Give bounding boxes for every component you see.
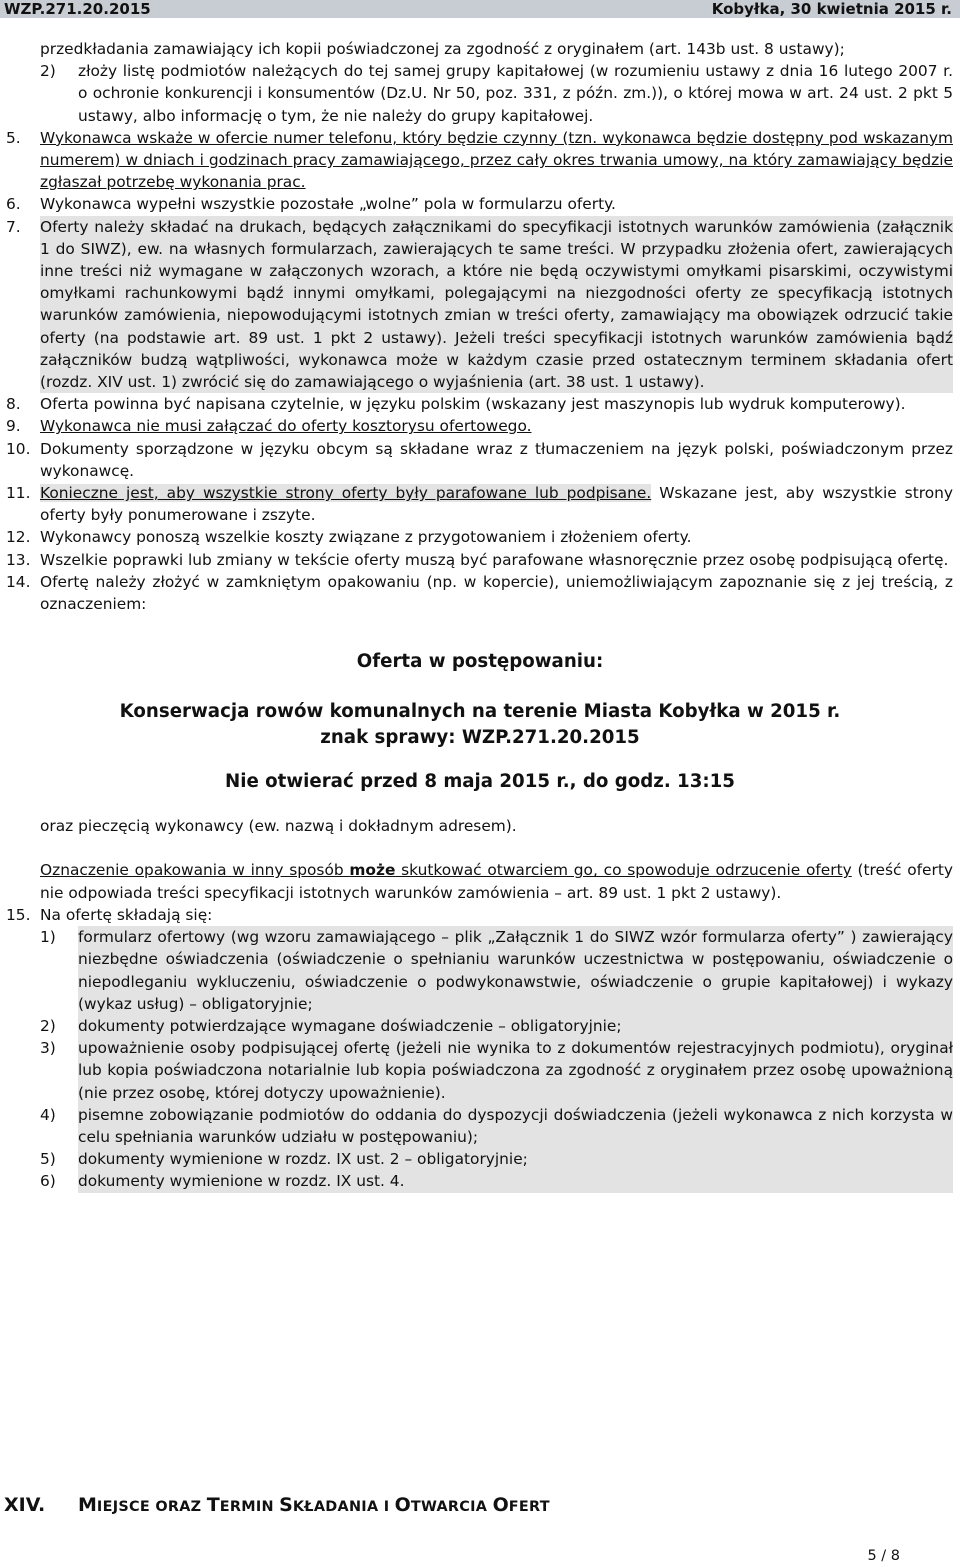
envelope-title: Oferta w postępowaniu:: [356, 651, 604, 673]
document-body: [0, 38, 960, 1193]
envelope-subject: Konserwacja rowów komunalnych na terenie Miasta Kobyłka w 2015 r.: [119, 701, 841, 723]
list-item: 13. Wszelkie poprawki lub zmiany w tekście oferty muszą być parafowane własnoręcznie przez osobę podpisującą ofertę.: [6, 550, 949, 569]
sublist-item: 3) upoważnienie osoby podpisującej ofertę (jeżeli nie wynika to z dokumentów rejestracyjnych podmiotu), oryginał lub kopia poświadczona notarialnie lub kopia poświadczona za zgodność z oryginałem przez osobę upoważnioną (nie przez osobę, której dotyczy upoważnienie).: [0, 1037, 960, 1104]
sublist-item: 4) pisemne zobowiązanie podmiotów do oddania do dyspozycji doświadczenia (jeżeli wykonawca z nich korzysta w celu spełniania warunków udziału w postępowaniu);: [0, 1104, 960, 1148]
list-item: 12. Wykonawcy ponoszą wszelkie koszty związane z przygotowaniem i złożeniem oferty.: [6, 528, 692, 547]
header-date: Kobyłka, 30 kwietnia 2015 r.: [711, 0, 952, 18]
list-item: 5. Wykonawca wskaże w ofercie numer telefonu, który będzie czynny (tzn. wykonawca będzie dostępny pod wskazanym numerem) w dniach i godzinach pracy zamawiającego, przez cały okres trwania umowy, na który zamawiający będzie zgłaszał potrzebę wykonania prac.: [6, 128, 953, 192]
envelope-do-not-open: Nie otwierać przed 8 maja 2015 r., do godz. 13:15: [225, 771, 735, 793]
case-number: WZP.271.20.2015: [4, 0, 151, 18]
list-item: 14. Ofertę należy złożyć w zamkniętym opakowaniu (np. w kopercie), uniemożliwiającym zapoznanie się z jej treścią, z oznaczeniem:: [6, 572, 953, 614]
list-item: 9. Wykonawca nie musi załączać do oferty kosztorysu ofertowego.: [6, 417, 532, 436]
list-item: 8. Oferta powinna być napisana czytelnie, w języku polskim (wskazany jest maszynopis lub wydruk komputerowy).: [6, 395, 906, 414]
sublist-item: 6) dokumenty wymienione w rozdz. IX ust. 4.: [0, 1170, 960, 1192]
page-header: [0, 0, 960, 18]
envelope-case-number: znak sprawy: WZP.271.20.2015: [320, 727, 640, 749]
list-item: 15. Na ofertę składają się:: [6, 905, 213, 924]
warning-paragraph: Oznaczenie opakowania w inny sposób może skutkować otwarciem go, co spowoduje odrzucenie oferty (treść oferty nie odpowiada treści specyfikacji istotnych warunków zamówienia – art. 89 ust. 1 pkt 2 ustawy).: [40, 861, 953, 902]
list-item: 2) złoży listę podmiotów należących do tej samej grupy kapitałowej (w rozumieniu ustawy z dnia 16 lutego 2007 r. o ochronie konkurencji i konsumentów (Dz.U. Nr 50, poz. 331, z późn. zm.)), o której mowa w art. 24 ust. 2 pkt 5 ustawy, albo informację o tym, że nie należy do grupy kapitałowej.: [40, 62, 953, 125]
list-item: 10. Dokumenty sporządzone w języku obcym są składane wraz z tłumaczeniem na język polski, poświadczonym przez wykonawcę.: [6, 439, 953, 480]
seal-line: oraz pieczęcią wykonawcy (ew. nazwą i dokładnym adresem).: [40, 817, 517, 836]
page-number: 5 / 8: [867, 1548, 900, 1564]
section-heading: [4, 1494, 550, 1518]
continuation-line: przedkładania zamawiający ich kopii poświadczonej za zgodność z oryginałem (art. 143b ust. 8 ustawy);: [40, 40, 845, 58]
sublist-item: 2) dokumenty potwierdzające wymagane doświadczenie – obligatoryjnie;: [0, 1015, 960, 1037]
sublist-item: 1) formularz ofertowy (wg wzoru zamawiającego – plik „Załącznik 1 do SIWZ wzór formularza oferty” ) zawierający niezbędne oświadczenia (oświadczenie o spełnianiu warunków uczestnictwa w postępowaniu, oświadczenie o niepodleganiu wykluczeniu, oświadczenie o podwykonawstwie, oświadczenie o grupie kapitałowej) i wykazy (wykaz usług) – obligatoryjnie;: [0, 926, 960, 1015]
list-item: 11. Konieczne jest, aby wszystkie strony oferty były parafowane lub podpisane. Wskazane jest, aby wszystkie strony oferty były ponumerowane i zszyte.: [6, 484, 953, 525]
sublist-item: 5) dokumenty wymienione w rozdz. IX ust. 2 – obligatoryjnie;: [0, 1148, 960, 1170]
list-item: 7. Oferty należy składać na drukach, będących załącznikami do specyfikacji istotnych warunków zamówienia (załącznik 1 do SIWZ), ew. na własnych formularzach, zawierających te same treści. W przypadku złożenia ofert, zawierających inne treści niż wymagane w załączonych wzorach, a które nie będą oczywistymi omyłkami pisarskimi, oczywistymi omyłkami rachunkowymi bądź innymi omyłkami, polegającymi na niezgodności oferty ze specyfikacją istotnych warunków zamówienia, niepowodującymi istotnych zmian w treści oferty, zamawiający ma obowiązek odrzucić takie oferty (na podstawie art. 89 ust. 1 pkt 2 ustawy). Jeżeli treści specyfikacji istotnych warunków zamówienia bądź załączników budzą wątpliwości, wykonawca może w każdym czasie przed ostatecznym terminem składania ofert (rozdz. XIV ust. 1) zwrócić się do zamawiającego o wyjaśnienia (art. 38 ust. 1 ustawy).: [0, 216, 960, 394]
section-number: XIV.: [4, 1494, 46, 1516]
section-title: MIEJSCE ORAZ TERMIN SKŁADANIA I OTWARCIA OFERT: [78, 1494, 550, 1516]
list-item: 6. Wykonawca wypełni wszystkie pozostałe „wolne” pola w formularzu oferty.: [6, 195, 616, 214]
